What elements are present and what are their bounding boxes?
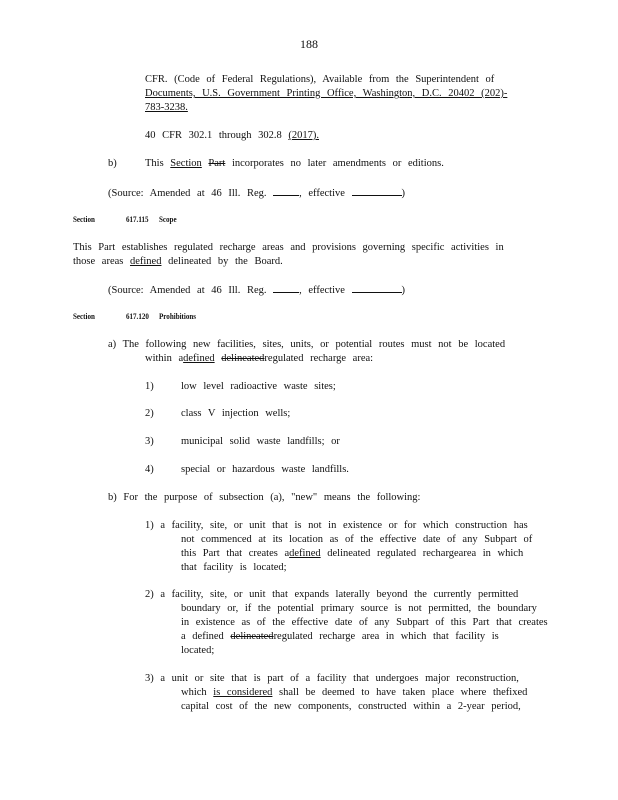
b-incorporates-line	[145, 157, 444, 171]
list-item-number: 2)	[145, 408, 154, 419]
b-this: This	[145, 158, 164, 169]
section-115-number: 617.115	[126, 215, 149, 224]
cfr-line-3: 783-3238.	[145, 102, 188, 113]
source-line-1: (Source: Amended at 46 Ill. Reg. , effective )	[108, 185, 405, 201]
a-within: within a	[145, 353, 184, 364]
source-2-mid: , effective	[299, 285, 352, 296]
source-1-text: (Source: Amended at 46 Ill. Reg.	[108, 188, 274, 199]
b2-line-3: in existence as of the effective date of any Subpart of this Part that creates	[181, 617, 548, 628]
section-115-title: Scope	[159, 215, 177, 224]
scope-line-1: This Part establishes regulated recharge areas and provisions governing specific activities in	[73, 242, 504, 253]
section-120-label: Section	[73, 312, 95, 321]
source-1-mid: , effective	[299, 188, 352, 199]
b2-line-1: 2) a facility, site, or unit that expands laterally beyond the currently permitted	[145, 589, 519, 600]
b3-2-b: shall be deemed to have taken place where thefixed	[272, 687, 528, 698]
list-item-number: 4)	[145, 464, 154, 475]
scope-2-a: those areas	[73, 256, 130, 267]
section-120-number: 617.120	[126, 312, 149, 321]
source-2-blank-reg	[273, 282, 299, 293]
b2-4-a: a defined	[181, 631, 231, 642]
b1-defined-inserted: defined	[289, 548, 321, 559]
list-item-text: special or hazardous waste landfills.	[181, 464, 349, 475]
section-115-label: Section	[73, 215, 95, 224]
source-1-blank-date	[352, 185, 402, 196]
source-1-blank-reg	[273, 185, 299, 196]
b1-line-2: not commenced at its location as of the effective date of any Subpart of	[181, 534, 533, 545]
cfr-40-year: (2017).	[288, 130, 320, 141]
list-item-text: low level radioactive waste sites;	[181, 381, 336, 392]
cfr-line-2: Documents, U.S. Government Printing Office, Washington, D.C. 20402 (202)-	[145, 88, 508, 99]
cfr-40-line	[145, 129, 319, 143]
b2-delineated-struck: delineated	[230, 631, 274, 642]
list-item-number: 1)	[145, 381, 154, 392]
b2-line-2: boundary or, if the potential primary source is not permitted, the boundary	[181, 603, 537, 614]
scope-defined-inserted: defined	[129, 256, 162, 267]
b1-3-b: delineated regulated rechargearea in which	[320, 548, 524, 559]
b-part-struck: Part	[208, 158, 226, 169]
list-item-text: class V injection wells;	[181, 408, 291, 419]
a-rest: regulated recharge area:	[264, 353, 374, 364]
source-line-2: (Source: Amended at 46 Ill. Reg. , effective )	[108, 282, 405, 298]
source-2-text: (Source: Amended at 46 Ill. Reg.	[108, 285, 274, 296]
page-number: 188	[300, 37, 318, 51]
b1-line-3	[181, 547, 523, 561]
a-defined-inserted: defined	[183, 353, 215, 364]
prohibit-b-line: b) For the purpose of subsection (a), "new" means the following:	[108, 492, 421, 503]
cfr-line-1: CFR. (Code of Federal Regulations), Available from the Superintendent of	[145, 74, 495, 85]
b3-2-a: which	[181, 687, 214, 698]
b1-line-1: 1) a facility, site, or unit that is not in existence or for which construction has	[145, 520, 528, 531]
list-item-number: 3)	[145, 436, 154, 447]
list-item-text: municipal solid waste landfills; or	[181, 436, 340, 447]
prohibit-a-line-1: a) The following new facilities, sites, units, or potential routes must not be located	[108, 339, 506, 350]
b-label: b)	[108, 158, 117, 169]
cfr-40-text: 40 CFR 302.1 through 302.8	[145, 130, 289, 141]
b3-line-2	[181, 686, 527, 700]
b2-line-5: located;	[181, 645, 215, 656]
b1-line-4: that facility is located;	[181, 562, 287, 573]
b2-4-b: regulated recharge area in which that facility is	[273, 631, 499, 642]
section-120-title: Prohibitions	[159, 312, 197, 321]
b1-3-a: this Part that creates a	[181, 548, 290, 559]
b2-line-4	[181, 630, 499, 644]
scope-line-2	[73, 255, 283, 269]
b3-line-1: 3) a unit or site that is part of a facility that undergoes major reconstruction,	[145, 673, 519, 684]
b3-line-3: capital cost of the new components, constructed within a 2-year period,	[181, 701, 521, 712]
scope-2-b: delineated by the Board.	[161, 256, 283, 267]
source-2-blank-date	[352, 282, 402, 293]
b-section-inserted: Section	[170, 158, 202, 169]
b-rest: incorporates no later amendments or editions.	[231, 158, 444, 169]
b3-considered-inserted: is considered	[213, 687, 273, 698]
prohibit-a-line-2	[145, 352, 373, 366]
a-delineated-struck: delineated	[221, 353, 265, 364]
